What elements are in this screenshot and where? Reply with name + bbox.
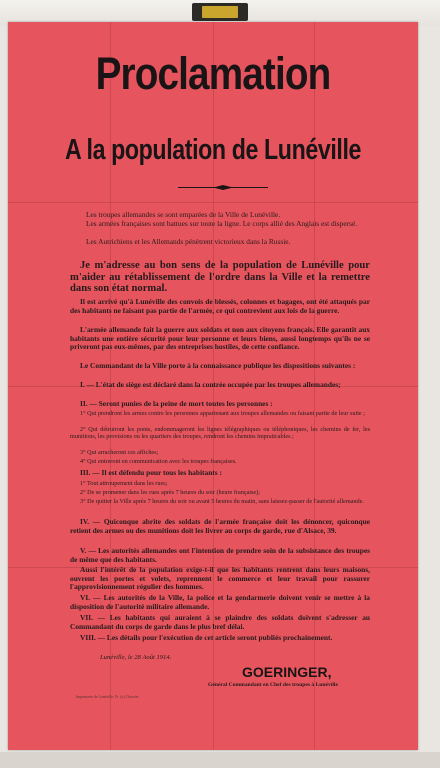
article-2-item-2: 2° Qui détruiront les ponts, endommageront les lignes télégraphiques ou téléphoniques, les chemins de fer, les munitions, les provisions ou les quartiers des troupes, rendront les chemins impraticables ; [70,426,370,441]
article-2-item-4: 4° Qui entreront en communication avec les troupes françaises. [80,458,237,465]
appeal-paragraph: Je m'adresse au bon sens de la population de Lunéville pour m'aider au rétablissement de l'ordre dans la Ville et la remettre dans son état normal. [70,260,370,295]
proclamation-poster [8,22,418,750]
article-3-item-3: 3° De quitter la Ville après 7 heures du soir ou avant 5 heures du matin, sans laissez-passer de l'autorité allemande. [80,498,364,505]
ornament-divider-icon [178,185,268,190]
paragraph-commandant: Le Commandant de la Ville porte à la connaissance publique les dispositions suivantes : [80,361,356,370]
article-2-item-1: 1° Qui prendront les armes contre les personnes appartenant aux troupes allemandes ou faisant partie de leur suite ; [80,410,365,417]
article-2-item-3: 3° Qui arracheront ces affiches; [80,449,159,456]
article-3-item-1: 1° Tout attroupement dans les rues; [80,480,168,487]
paragraph-convoys: Il est arrivé qu'à Lunéville des convois de blessés, colonnes et bagages, ont été attaqués par des habitants ne faisant pas partie de l'armée, ce qui contrevient aux lois de la guerre. [70,297,370,315]
binder-clip-plate [202,6,238,18]
article-1: I. — L'état de siège est déclaré dans la contrée occupée par les troupes allemandes; [80,380,341,389]
fold-line [8,202,418,203]
paragraph-interest: Aussi l'intérêt de la population exige-t-il que les habitants rentrent dans leurs maisons, ouvrent les portes et volets, reprennent le commerce et leur travail pour rassurer l'approvisionnement régulier des hommes. [70,565,370,592]
article-6: VI. — Les autorités de la Ville, la police et la gendarmerie doivent venir se mettre à la disposition de l'autorité militaire allemande. [70,593,370,611]
article-5: V. — Les autorités allemandes ont l'intention de prendre soin de la subsistance des troupes de même que des habitants. [70,546,370,564]
poster-title: Proclamation [95,48,331,99]
intro-line-2: Les armées françaises sont battues sur toute la ligne. Le corps allié des Anglais est dispersé. [86,219,358,228]
article-8: VIII. — Les détails pour l'exécution de cet article seront publiés prochainement. [80,633,333,642]
paragraph-army: L'armée allemande fait la guerre aux soldats et non aux citoyens français. Elle garantit aux habitants une entière sécurité pour leur personne et leurs biens, aussi longtemps qu'ils ne se priveront pas eux-mêmes, par des entreprises hostiles, de cette confiance. [70,325,370,352]
article-2: II. — Seront punies de la peine de mort toutes les personnes : [80,399,273,408]
poster-subtitle: A la population de Lunéville [64,134,362,166]
article-3: III. — Il est défendu pour tous les habitants : [80,468,222,477]
dateline: Lunéville, le 28 Août 1914. [100,654,172,661]
signature-title: Général Commandant en Chef des troupes à Lunéville [208,682,338,688]
signature-name: GOERINGER, [242,664,332,680]
floor-background [0,752,440,768]
printer-imprint: Imprimerie de Lunéville, Fr. (x) Chevrier [76,695,139,699]
article-4: IV. — Quiconque abrite des soldats de l'armée française doit les dénoncer, quiconque retient des armes ou des munitions doit les livrer au corps de garde, rue d'Alsace, 39. [70,517,370,535]
article-7: VII. — Les habitants qui auraient à se plaindre des soldats doivent s'adresser au Commandant du corps de garde dans le plus bref délai. [70,613,370,631]
intro-line-3: Les Autrichiens et les Allemands pénètrent victorieux dans la Russie. [86,237,291,246]
intro-line-1: Les troupes allemandes se sont emparées de la Ville de Lunéville. [86,210,281,219]
article-3-item-2: 2° De se promener dans les rues après 7 heures du soir (heure française); [80,489,260,496]
